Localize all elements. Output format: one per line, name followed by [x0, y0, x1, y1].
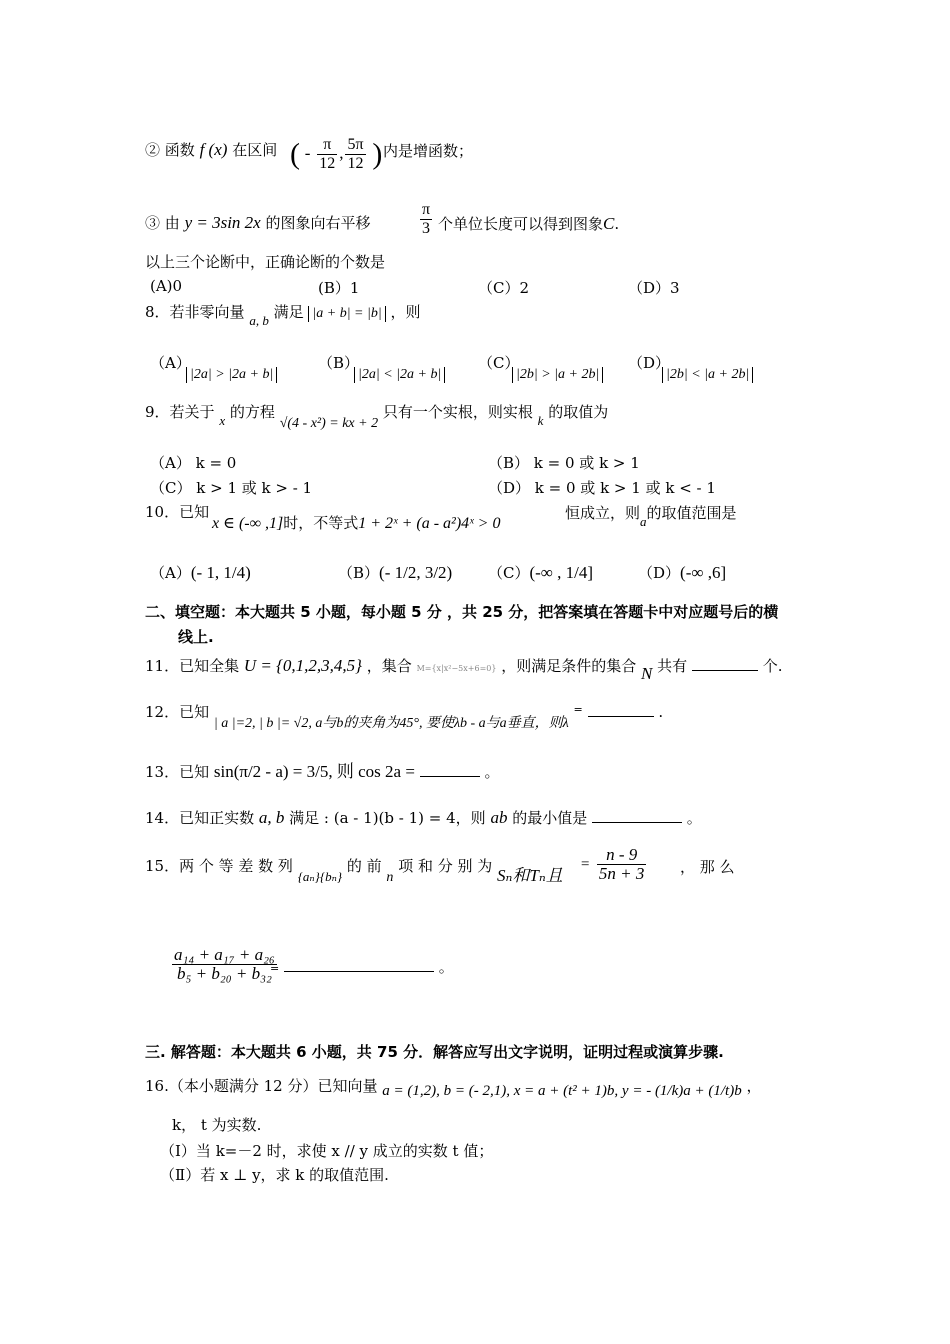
q11-set-m: M={x|x²−5x+6=0}: [416, 664, 497, 673]
q8-option-c: （C）: [478, 354, 520, 372]
q9-option-a: （A） k = 0: [150, 454, 237, 472]
section2-heading: 二、填空题：本大题共 5 小题，每小题 5 分 ，共 25 分，把答案填在答题卡中对应题号后的横: [145, 603, 779, 621]
q7-option-c: （C）2: [478, 279, 530, 297]
q7-question: 以上三个论断中，正确论断的个数是: [145, 253, 386, 271]
q8-option-d-expr: |2b| < |a + 2b|: [662, 364, 753, 383]
q7-option-a: (A)0: [150, 277, 183, 295]
q7-item3-expr: y = 3sin 2x: [184, 213, 261, 232]
q10-stem-end: 恒成立，则a的取值范围是: [565, 504, 737, 529]
q9-stem: 9．若关于 x 的方程 √(4 - x²) = kx + 2 只有一个实根，则实根 k 的取值为: [145, 403, 609, 431]
q7-item3-frac: $\frac{\pi}{3}$: [422, 201, 431, 237]
q15-answer: = 。: [270, 958, 454, 976]
q12-answer-blank[interactable]: [588, 702, 654, 717]
q14-answer-blank[interactable]: [592, 808, 682, 823]
q9-option-b: （B） k = 0 或 k > 1: [488, 454, 640, 472]
q16-part1: （Ⅰ）当 k=－2 时，求使 x // y 成立的实数 t 值；: [160, 1142, 494, 1160]
interval-comma: ,: [339, 143, 344, 163]
q11-universal-set: U = {0,1,2,3,4,5}: [243, 656, 362, 675]
q10-option-a: （A）(- 1, 1/4): [150, 563, 251, 582]
q7-item2-suffix: 内是增函数；: [383, 142, 474, 160]
q16-stem: 16.（本小题满分 12 分）已知向量 a = (1,2), b = (- 2,1), x = a + (t² + 1)b, y = - (1/k)a + (1/t)b ，: [145, 1077, 762, 1099]
q16-vectors: a = (1,2), b = (- 2,1), x = a + (t² + 1)b, y = - (1/k)a + (1/t)b: [382, 1083, 742, 1099]
q7-item2: [145, 140, 277, 160]
q11-answer-blank[interactable]: [692, 656, 758, 671]
q15-end: ， 那 么: [680, 858, 735, 876]
q7-option-b: (B）1: [318, 279, 360, 297]
q8-option-b: （B）: [318, 354, 360, 372]
q10-option-c: （C）(-∞ , 1/4]: [488, 563, 594, 582]
q8-option-a: （A）: [150, 354, 191, 372]
q9-option-c: （C） k > 1 或 k > - 1: [150, 479, 313, 497]
q15: 15．两 个 等 差 数 列 {aₙ}{bₙ} 的 前 n 项 和 分 别 为 Sₙ和Tₙ且: [145, 857, 563, 885]
right-paren: ): [372, 137, 383, 171]
q7-item2-prefix: ② 函数: [145, 141, 195, 159]
section2-heading-cont: 线上.: [178, 628, 214, 646]
q10-option-b: （B）(- 1/2, 3/2): [338, 563, 453, 582]
q13-expression: sin(π/2 - a) = 3/5, 则 cos 2a =: [213, 762, 415, 781]
q8-option-a-expr: |2a| > |2a + b|: [186, 364, 277, 383]
q15-ratio: = $\frac{n - 9}{5n + 3}$: [580, 845, 645, 883]
q8-condition: |a + b| = |b|: [308, 306, 385, 322]
q10-condition: x ∈ (-∞ ,1]时，不等式1 + 2ˣ + (a - a²)4ˣ > 0: [212, 514, 501, 532]
q9-option-d: （D） k = 0 或 k > 1 或 k < - 1: [488, 479, 716, 497]
q8-option-b-expr: |2a| < |2a + b|: [354, 364, 445, 383]
q7-option-d: （D）3: [628, 279, 680, 297]
q8-option-d: （D）: [628, 354, 671, 372]
q15-expression: $\frac{\text{a₁₄ + a₁₇ + a₂₆}}{\text{b₅ + b₂₀ + b₃₂}}$: [174, 945, 275, 983]
q7-item2-mid: 在区间: [232, 141, 278, 159]
q15-sequences: {aₙ}{bₙ}: [297, 869, 343, 884]
q7-item3-suffix: 个单位长度可以得到图象C.: [438, 214, 620, 233]
q13-answer-blank[interactable]: [420, 762, 480, 777]
q12: 12．已知 | a |=2, | b |= √2, a与b的夹角为45°, 要使λb - a与a垂直，则λ = .: [145, 703, 664, 731]
left-paren: (: [290, 137, 300, 171]
q8-option-c-expr: |2b| > |a + 2b|: [512, 364, 603, 383]
q7-item2-interval: [290, 136, 382, 173]
q14: 14．已知正实数 a, b 满足 : (a - 1)(b - 1) = 4，则 ab 的最小值是 。: [145, 808, 702, 827]
interval-left-sign: -: [304, 143, 311, 163]
q16-line2: k， t 为实数.: [172, 1116, 262, 1134]
q7-item2-fx: f (x): [199, 140, 228, 159]
interval-left-frac: $\frac{\pi}{12}$: [319, 136, 336, 172]
q12-condition: | a |=2, | b |= √2, a与b的夹角为45°, 要使λb - a与a垂直，则λ: [213, 716, 569, 731]
q8-stem: 8．若非零向量 a, b 满足 |a + b| = |b| ，则: [145, 303, 421, 328]
q10-option-d: （D）(-∞ ,6]: [638, 563, 727, 582]
q10-stem: 10．已知: [145, 503, 210, 521]
section3-heading: 三. 解答题：本大题共 6 小题，共 75 分．解答应写出文字说明，证明过程或演算步骤.: [145, 1043, 724, 1061]
interval-right-frac: $\frac{5\pi}{12}$: [347, 136, 364, 172]
q7-item3: [145, 213, 371, 233]
q7-item3-prefix: ③ 由: [145, 214, 180, 232]
q16-part2: （Ⅱ）若 x ⊥ y，求 k 的取值范围.: [160, 1166, 389, 1184]
q15-answer-blank[interactable]: [284, 957, 434, 972]
q8-vectors: a, b: [249, 313, 269, 328]
q11: 11．已知全集 U = {0,1,2,3,4,5} ，集合 M={x|x²−5x+6=0} ，则满足条件的集合 N 共有 个.: [145, 656, 783, 683]
q9-equation: √(4 - x²) = kx + 2: [279, 416, 379, 431]
q7-item3-mid: 的图象向右平移: [265, 214, 371, 232]
q13: 13．已知 sin(π/2 - a) = 3/5, 则 cos 2a = 。: [145, 762, 500, 781]
